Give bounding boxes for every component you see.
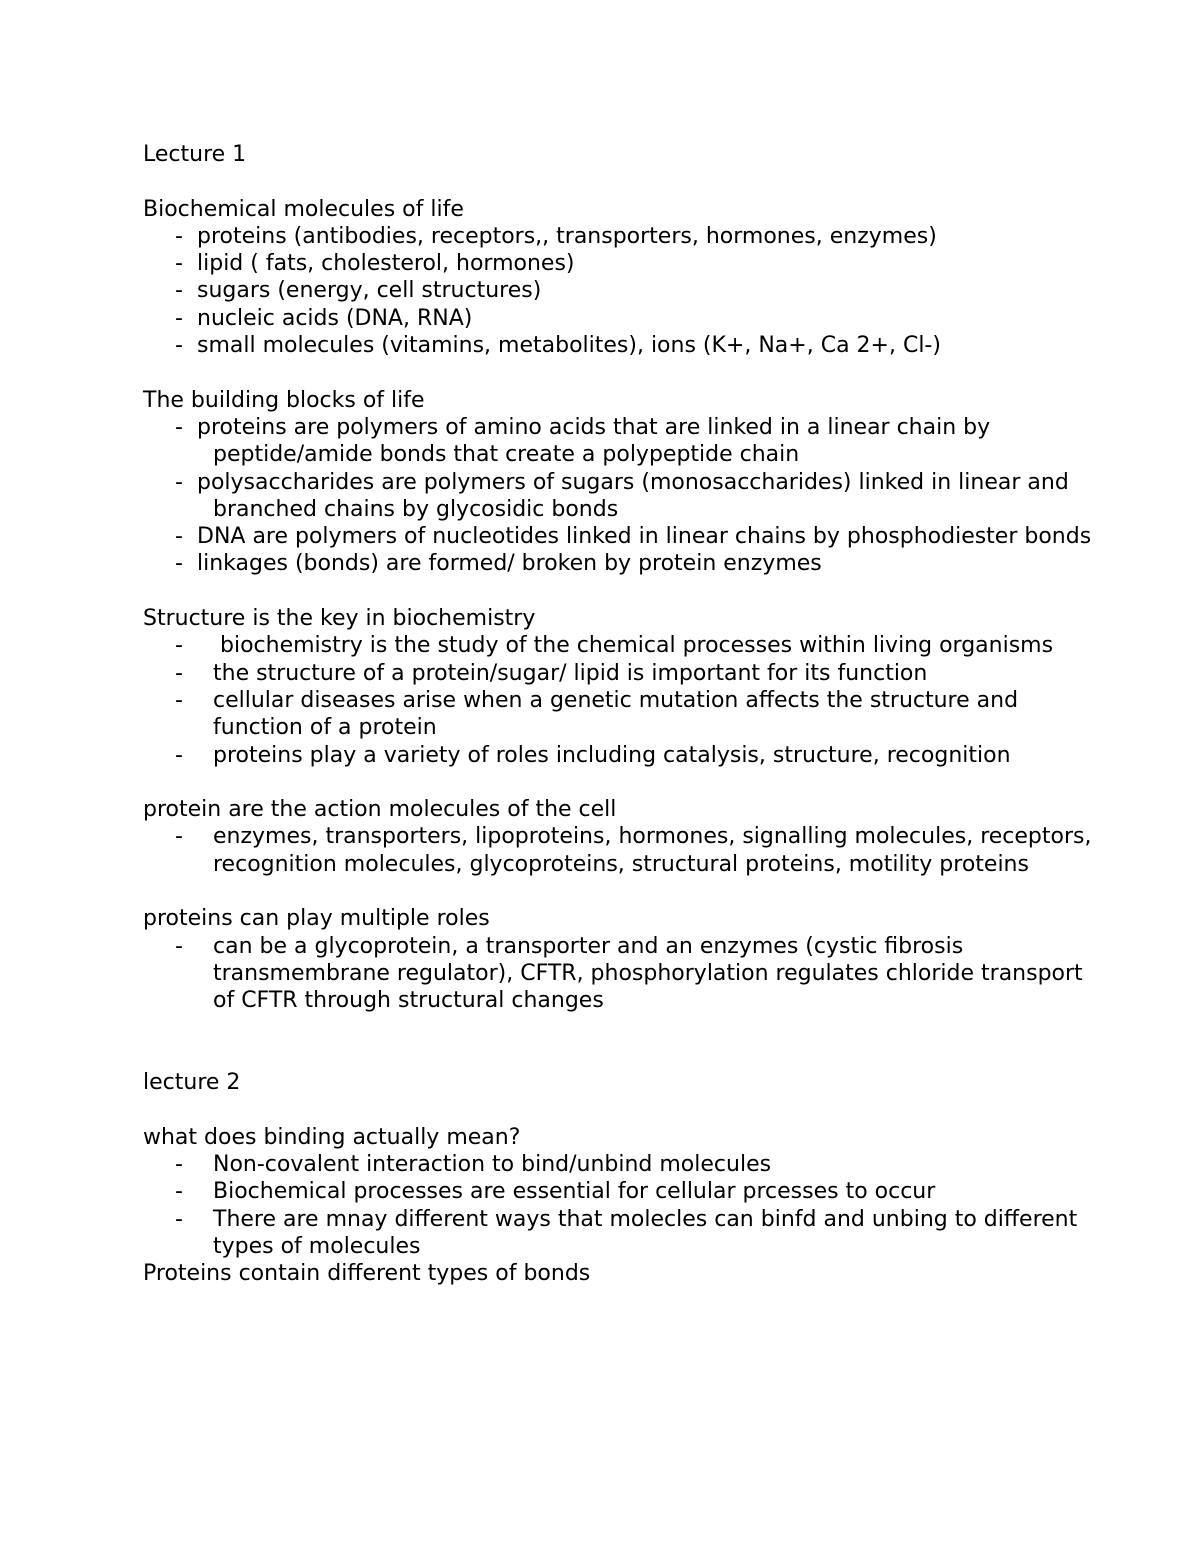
bullet-dash: - [175, 687, 183, 713]
list-item [143, 687, 1103, 742]
lecture-1-title: Lecture 1 [143, 142, 247, 167]
list-item-text: proteins are polymers of amino acids that are linked in a linear chain by peptide/amide bonds that create a polypeptide chain [197, 414, 991, 468]
list-item-text: proteins (antibodies, receptors,, transporters, hormones, enzymes) [197, 223, 937, 249]
list-item-text: Non-covalent interaction to bind/unbind molecules [213, 1151, 772, 1177]
section-heading-biochemical-molecules: Biochemical molecules of life [143, 196, 464, 222]
list-item-text: nucleic acids (DNA, RNA) [197, 305, 473, 331]
bullet-list-action-molecules [143, 823, 1103, 878]
list-item-text: There are mnay different ways that molecles can binfd and unbing to different types of molecules [213, 1206, 1078, 1259]
bullet-dash: - [175, 333, 183, 359]
lecture-2-title: lecture 2 [143, 1070, 241, 1096]
bullet-list-binding [143, 1151, 1103, 1260]
section-heading-building-blocks: The building blocks of life [143, 387, 425, 413]
bullet-dash: - [175, 1151, 183, 1177]
list-item-text: the structure of a protein/sugar/ lipid is important for its function [213, 660, 928, 686]
list-item [143, 223, 1103, 250]
list-item-text: enzymes, transporters, lipoproteins, hormones, signalling molecules, receptors, recognition molecules, glycoproteins, structural proteins, motility proteins [213, 824, 1092, 877]
section-heading-action-molecules: protein are the action molecules of the cell [143, 797, 617, 823]
list-item [143, 250, 1103, 277]
list-item-text: polysaccharides are polymers of sugars (monosaccharides) linked in linear and branched chains by glycosidic bonds [197, 469, 1069, 522]
list-item-text: cellular diseases arise when a genetic mutation affects the structure and function of a protein [213, 687, 1019, 741]
list-item-text: DNA are polymers of nucleotides linked in linear chains by phosphodiester bonds [197, 524, 1092, 550]
bullet-dash: - [175, 551, 183, 577]
list-item [143, 1178, 1103, 1205]
spacer [143, 1015, 1103, 1042]
bullet-dash: - [175, 305, 183, 331]
section-heading-structure-key: Structure is the key in biochemistry [143, 606, 536, 632]
bullet-dash: - [175, 414, 183, 440]
bullet-dash: - [175, 824, 183, 850]
spacer [143, 1096, 1103, 1123]
list-item-text: sugars (energy, cell structures) [197, 278, 542, 304]
list-item [143, 933, 1103, 1015]
spacer [143, 578, 1103, 605]
bullet-dash: - [175, 251, 183, 277]
list-item [143, 660, 1103, 687]
bullet-dash: - [175, 278, 183, 304]
list-item [143, 1151, 1103, 1178]
bullet-dash: - [175, 1206, 183, 1232]
bullet-dash: - [175, 1179, 183, 1205]
list-item [143, 414, 1103, 469]
bullet-dash: - [175, 660, 183, 686]
list-item [143, 305, 1103, 332]
spacer [143, 878, 1103, 905]
bullet-dash: - [175, 524, 183, 550]
list-item-text: proteins play a variety of roles including catalysis, structure, recognition [213, 742, 1011, 768]
bullet-list-building-blocks [143, 414, 1103, 578]
spacer [143, 168, 1103, 195]
bullet-list-biochemical-molecules [143, 223, 1103, 359]
spacer [143, 1042, 1103, 1069]
list-item [143, 332, 1103, 359]
list-item [143, 469, 1103, 524]
section-heading-bond-types: Proteins contain different types of bonds [143, 1261, 591, 1287]
bullet-dash: - [175, 742, 183, 768]
list-item [143, 277, 1103, 304]
list-item [143, 823, 1103, 878]
list-item-text: lipid ( fats, cholesterol, hormones) [197, 251, 575, 277]
list-item-text: linkages (bonds) are formed/ broken by protein enzymes [197, 551, 822, 577]
section-heading-multiple-roles: proteins can play multiple roles [143, 906, 490, 932]
list-item [143, 523, 1103, 550]
bullet-dash: - [175, 469, 183, 495]
bullet-dash: - [175, 223, 183, 249]
list-item-text: small molecules (vitamins, metabolites), ions (K+, Na+, Ca 2+, Cl-) [197, 333, 941, 359]
list-item [143, 742, 1103, 769]
list-item-text: Biochemical processes are essential for cellular prcesses to occur [213, 1179, 936, 1205]
spacer [143, 769, 1103, 796]
bullet-dash: - [175, 933, 183, 959]
list-item [143, 550, 1103, 577]
list-item-text: can be a glycoprotein, a transporter and an enzymes (cystic fibrosis transmembrane regulator), CFTR, phosphorylation regulates chloride transport of CFTR through structural changes [213, 933, 1083, 1014]
section-heading-binding: what does binding actually mean? [143, 1124, 521, 1150]
bullet-list-multiple-roles [143, 933, 1103, 1015]
bullet-list-structure-key [143, 632, 1103, 768]
document-page [143, 141, 1103, 1287]
bullet-dash: - [175, 633, 183, 659]
list-item [143, 632, 1103, 659]
list-item-text: biochemistry is the study of the chemical processes within living organisms [213, 633, 1054, 659]
list-item [143, 1206, 1103, 1261]
spacer [143, 359, 1103, 386]
